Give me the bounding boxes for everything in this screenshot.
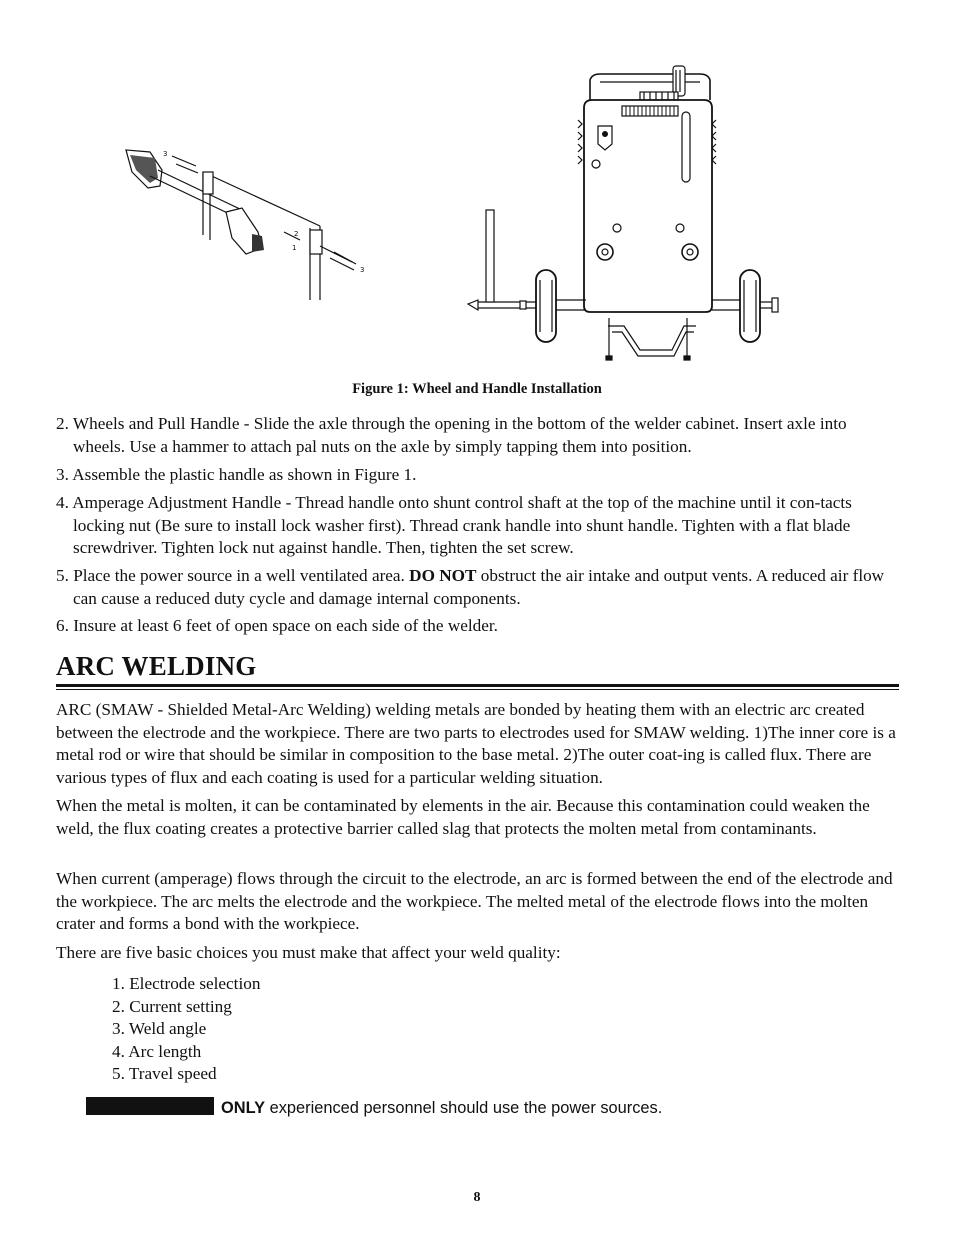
- paragraph-arc-intro: ARC (SMAW - Shielded Metal-Arc Welding) welding metals are bonded by heating them with an electric arc created between the electrode and the workpiece. There are two parts to electrodes used for SMAW welding. 1)The inner core is a metal rod or wire that should be similar in composition to the base metal. 2)The outer coat-ing is called flux. There are various types of flux and each coating is used for a particular welding situation.: [56, 700, 896, 787]
- list-item: 1. Electrode selection: [112, 974, 261, 993]
- warning-rest: experienced personnel should use the power sources.: [265, 1099, 663, 1117]
- callout-2: 2: [294, 230, 299, 238]
- step-3-handle: 3. Assemble the plastic handle as shown in Figure 1.: [56, 465, 417, 484]
- welder-front-drawing: [468, 66, 778, 360]
- list-item: 2. Current setting: [112, 996, 232, 1016]
- list-item: 5. Travel speed: [112, 1064, 217, 1084]
- warning-text: [221, 1097, 662, 1119]
- callout-3-top: 3: [163, 150, 168, 158]
- list-item: 4. Arc length: [112, 1041, 202, 1061]
- weld-choices-list: [112, 973, 260, 1086]
- step-5-ventilation: [56, 565, 901, 610]
- paragraph-contamination: When the metal is molten, it can be contaminated by elements in the air. Because this contamination could weaken the weld, the flux coating creates a protective barrier called slag that protects the molten metal from contaminants.: [56, 796, 870, 838]
- callout-3-bottom: 3: [360, 266, 365, 274]
- wheel-handle-installation-figure: [0, 0, 954, 380]
- step-4-amperage-handle: 4. Amperage Adjustment Handle - Thread handle onto shunt control shaft at the top of the machine until it con-tacts locking nut (Be sure to install lock washer first). Thread crank handle into shunt handle. Tighten with a flat blade screwdriver. Tighten lock nut against handle. Then, tighten the set screw.: [56, 493, 852, 558]
- warning-label-block: [86, 1097, 214, 1115]
- step-2-wheels: 2. Wheels and Pull Handle - Slide the axle through the opening in the bottom of the welder cabinet. Insert axle into wheels. Use a hammer to attach pal nuts on the axle by simply tapping them into position.: [56, 414, 847, 456]
- callout-1: 1: [292, 244, 297, 252]
- handle-assembly-drawing: [126, 150, 364, 300]
- paragraph-current-flow: When current (amperage) flows through the circuit to the electrode, an arc is formed between the end of the electrode and the workpiece. The arc melts the electrode and the workpiece. The melted metal of the electrode flows into the molten crater and forms a bond with the workpiece.: [56, 869, 893, 934]
- section-heading: ARC WELDING: [56, 651, 257, 681]
- figure-caption: Figure 1: Wheel and Handle Installation: [352, 381, 602, 397]
- step-5-prefix: 5. Place the power source in a well ventilated area.: [56, 566, 410, 585]
- step-6-open-space: 6. Insure at least 6 feet of open space on each side of the welder.: [56, 616, 498, 635]
- paragraph-choices-intro: There are five basic choices you must make that affect your weld quality:: [56, 943, 561, 962]
- warning-only: ONLY: [221, 1099, 266, 1117]
- list-item: 3. Weld angle: [112, 1019, 207, 1039]
- page-number: 8: [473, 1190, 481, 1205]
- heading-rule-thick: [56, 684, 899, 687]
- heading-rule-thin: [56, 689, 899, 690]
- step-5-suffix: obstruct the air intake and output vents. A reduced air flow can cause a reduced duty cycle and damage internal components.: [73, 566, 885, 608]
- step-5-do-not: DO NOT: [409, 566, 477, 585]
